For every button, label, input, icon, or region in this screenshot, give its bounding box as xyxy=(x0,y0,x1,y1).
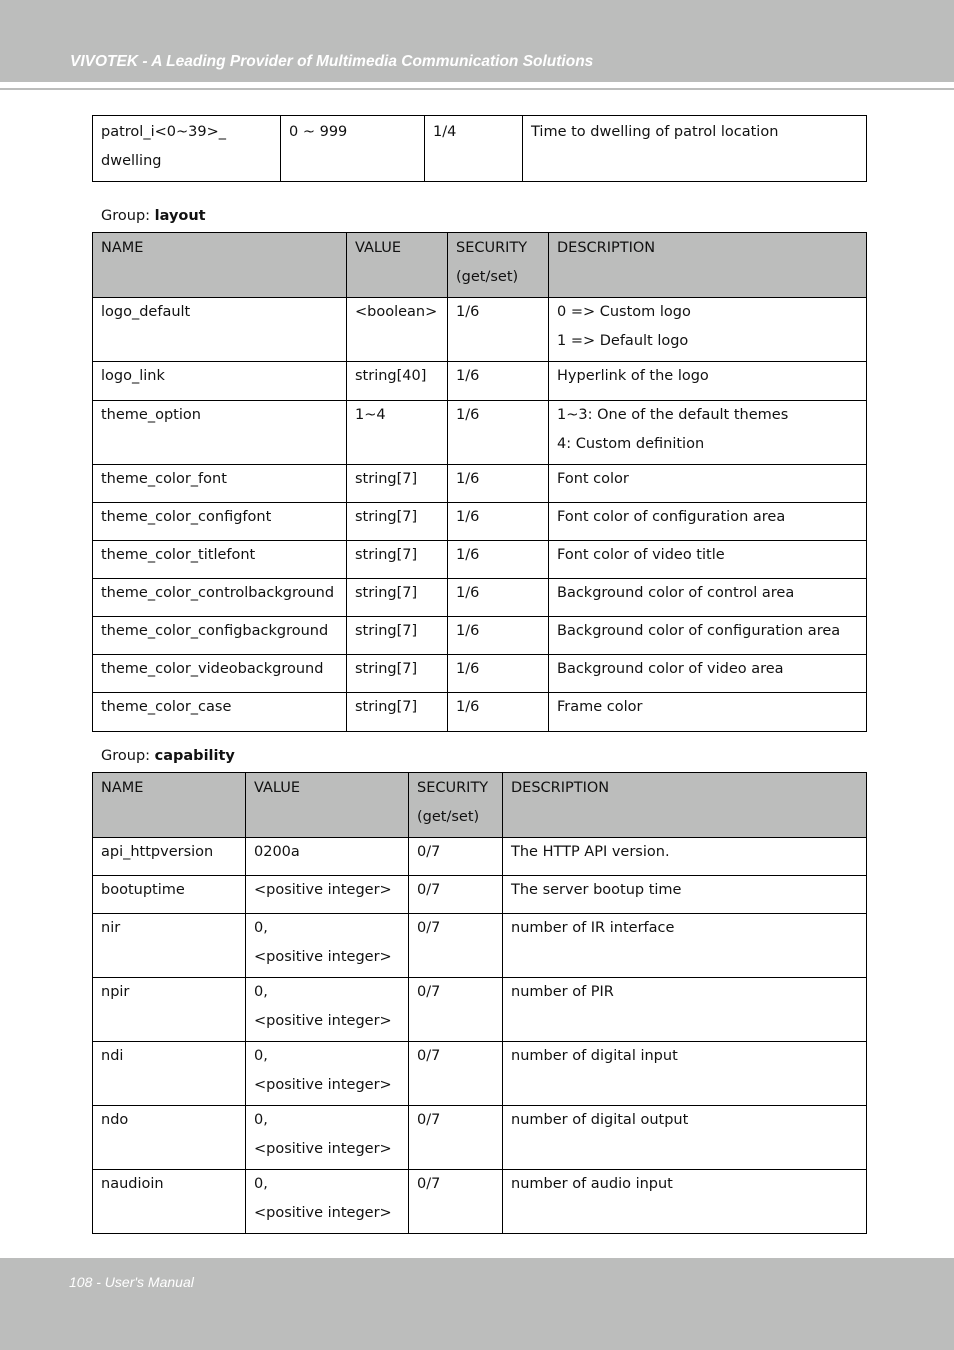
group-label-layout xyxy=(101,208,206,224)
description-line2: 1 => Default logo xyxy=(557,333,689,349)
param-description: number of digital output xyxy=(503,1106,867,1170)
table-row xyxy=(93,693,867,732)
param-security: 0/7 xyxy=(409,876,503,914)
table-row xyxy=(93,1170,867,1234)
table-row xyxy=(93,541,867,579)
param-description: Font color of video title xyxy=(549,541,867,579)
param-description: Font color of configuration area xyxy=(549,503,867,541)
table-row xyxy=(93,978,867,1042)
description-line1: 1~3: One of the default themes xyxy=(557,407,789,423)
param-description: Frame color xyxy=(549,693,867,732)
param-value xyxy=(246,1170,409,1234)
param-description xyxy=(549,298,867,362)
group-label-name: layout xyxy=(154,208,206,224)
param-name: bootuptime xyxy=(93,876,246,914)
table-row xyxy=(93,838,867,876)
header-security-line2: (get/set) xyxy=(456,269,519,285)
group-label-prefix: Group: xyxy=(101,208,151,224)
param-security: 0/7 xyxy=(409,978,503,1042)
param-description: The server bootup time xyxy=(503,876,867,914)
value-line2: <positive integer> xyxy=(254,1077,392,1093)
param-name: naudioin xyxy=(93,1170,246,1234)
param-security: 1/6 xyxy=(448,579,549,617)
param-security: 0/7 xyxy=(409,1106,503,1170)
param-value: string[7] xyxy=(347,617,448,655)
param-name-line2: dwelling xyxy=(101,153,162,169)
param-security: 1/6 xyxy=(448,362,549,401)
param-security: 1/6 xyxy=(448,465,549,503)
param-security: 1/6 xyxy=(448,693,549,732)
description-line1: 0 => Custom logo xyxy=(557,304,691,320)
param-value: string[40] xyxy=(347,362,448,401)
param-description xyxy=(549,401,867,465)
param-security: 1/6 xyxy=(448,617,549,655)
param-value: string[7] xyxy=(347,503,448,541)
param-value: string[7] xyxy=(347,579,448,617)
param-description: number of PIR xyxy=(503,978,867,1042)
param-security: 1/6 xyxy=(448,655,549,693)
param-name: logo_link xyxy=(93,362,347,401)
param-name: nir xyxy=(93,914,246,978)
value-line2: <positive integer> xyxy=(254,1013,392,1029)
group-label-name: capability xyxy=(154,748,235,764)
param-description: number of audio input xyxy=(503,1170,867,1234)
header-description: DESCRIPTION xyxy=(549,233,867,298)
header-security xyxy=(409,773,503,838)
param-description: The HTTP API version. xyxy=(503,838,867,876)
param-value: string[7] xyxy=(347,541,448,579)
param-value xyxy=(246,1106,409,1170)
table-header-row xyxy=(93,773,867,838)
value-line2: <positive integer> xyxy=(254,1205,392,1221)
footer-page-label: 108 - User's Manual xyxy=(69,1274,194,1290)
layout-table xyxy=(92,232,867,732)
table-row xyxy=(93,401,867,465)
description-line2: 4: Custom definition xyxy=(557,436,705,452)
table-row xyxy=(93,298,867,362)
param-value: <boolean> xyxy=(347,298,448,362)
param-name: logo_default xyxy=(93,298,347,362)
param-description: Font color xyxy=(549,465,867,503)
table-row xyxy=(93,1106,867,1170)
param-value: string[7] xyxy=(347,465,448,503)
param-name: theme_color_configbackground xyxy=(93,617,347,655)
table-row xyxy=(93,579,867,617)
value-line1: 0, xyxy=(254,1176,268,1192)
header-value: VALUE xyxy=(246,773,409,838)
table-header-row xyxy=(93,233,867,298)
table-row xyxy=(93,655,867,693)
param-name xyxy=(93,116,281,182)
value-line2: <positive integer> xyxy=(254,949,392,965)
param-name: theme_color_case xyxy=(93,693,347,732)
value-line2: <positive integer> xyxy=(254,1141,392,1157)
param-value xyxy=(246,914,409,978)
param-security: 0/7 xyxy=(409,1042,503,1106)
table-row xyxy=(93,876,867,914)
header-description: DESCRIPTION xyxy=(503,773,867,838)
param-name: theme_color_font xyxy=(93,465,347,503)
table-row xyxy=(93,503,867,541)
param-value: 1~4 xyxy=(347,401,448,465)
header-security-line1: SECURITY xyxy=(456,240,528,256)
header-divider xyxy=(0,88,954,90)
table-row xyxy=(93,914,867,978)
param-description: Background color of configuration area xyxy=(549,617,867,655)
patrol-table xyxy=(92,115,867,182)
param-name-line1: patrol_i<0~39>_ xyxy=(101,124,226,140)
table-row xyxy=(93,116,867,182)
param-description: Background color of video area xyxy=(549,655,867,693)
param-security: 1/4 xyxy=(425,116,523,182)
param-security: 1/6 xyxy=(448,401,549,465)
table-row xyxy=(93,362,867,401)
table-row xyxy=(93,1042,867,1106)
group-label-capability xyxy=(101,748,235,764)
param-value: 0200a xyxy=(246,838,409,876)
param-value xyxy=(246,1042,409,1106)
param-security: 0/7 xyxy=(409,914,503,978)
header-security-line2: (get/set) xyxy=(417,809,480,825)
param-value: string[7] xyxy=(347,655,448,693)
param-description: number of digital input xyxy=(503,1042,867,1106)
group-label-prefix: Group: xyxy=(101,748,151,764)
value-line1: 0, xyxy=(254,1048,268,1064)
value-line1: 0, xyxy=(254,1112,268,1128)
value-line1: 0, xyxy=(254,984,268,1000)
param-description: number of IR interface xyxy=(503,914,867,978)
header-name: NAME xyxy=(93,773,246,838)
param-description: Time to dwelling of patrol location xyxy=(523,116,867,182)
param-name: api_httpversion xyxy=(93,838,246,876)
param-name: npir xyxy=(93,978,246,1042)
table-row xyxy=(93,465,867,503)
page-footer xyxy=(0,1258,954,1350)
param-value: 0 ~ 999 xyxy=(281,116,425,182)
header-name: NAME xyxy=(93,233,347,298)
table-row xyxy=(93,617,867,655)
param-value: <positive integer> xyxy=(246,876,409,914)
param-name: ndo xyxy=(93,1106,246,1170)
header-security xyxy=(448,233,549,298)
param-name: theme_color_videobackground xyxy=(93,655,347,693)
page-header xyxy=(0,0,954,82)
param-description: Hyperlink of the logo xyxy=(549,362,867,401)
param-name: theme_color_titlefont xyxy=(93,541,347,579)
header-value: VALUE xyxy=(347,233,448,298)
header-title: VIVOTEK - A Leading Provider of Multimedia Communication Solutions xyxy=(70,53,594,70)
param-description: Background color of control area xyxy=(549,579,867,617)
param-name: theme_color_configfont xyxy=(93,503,347,541)
header-security-line1: SECURITY xyxy=(417,780,489,796)
param-security: 0/7 xyxy=(409,1170,503,1234)
param-name: theme_color_controlbackground xyxy=(93,579,347,617)
param-name: ndi xyxy=(93,1042,246,1106)
param-value: string[7] xyxy=(347,693,448,732)
param-security: 1/6 xyxy=(448,541,549,579)
capability-table xyxy=(92,772,867,1234)
param-security: 1/6 xyxy=(448,298,549,362)
param-value xyxy=(246,978,409,1042)
param-security: 0/7 xyxy=(409,838,503,876)
param-name: theme_option xyxy=(93,401,347,465)
param-security: 1/6 xyxy=(448,503,549,541)
value-line1: 0, xyxy=(254,920,268,936)
